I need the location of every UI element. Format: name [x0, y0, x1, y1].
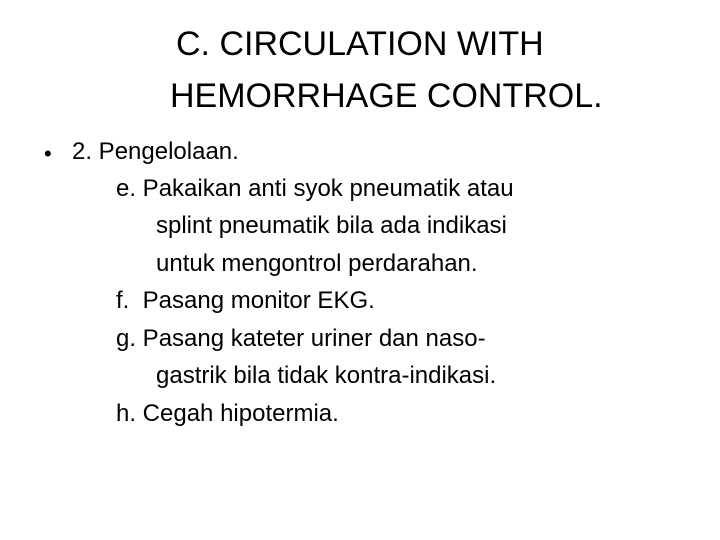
slide-title-line-2: HEMORRHAGE CONTROL.: [170, 77, 603, 115]
list-item-e-line-1: e. Pakaikan anti syok pneumatik atau: [116, 175, 514, 202]
list-item-f: f. Pasang monitor EKG.: [116, 287, 375, 314]
list-item-h: h. Cegah hipotermia.: [116, 400, 339, 427]
bullet-marker: •: [44, 141, 52, 166]
slide-title-line-1: C. CIRCULATION WITH: [176, 25, 544, 63]
list-item-e-line-2: splint pneumatik bila ada indikasi: [156, 212, 507, 239]
list-heading: 2. Pengelolaan.: [72, 138, 239, 165]
list-item-e-line-3: untuk mengontrol perdarahan.: [156, 250, 478, 277]
list-item-g-line-2: gastrik bila tidak kontra-indikasi.: [156, 362, 497, 389]
list-item-g-line-1: g. Pasang kateter uriner dan naso-: [116, 325, 486, 352]
